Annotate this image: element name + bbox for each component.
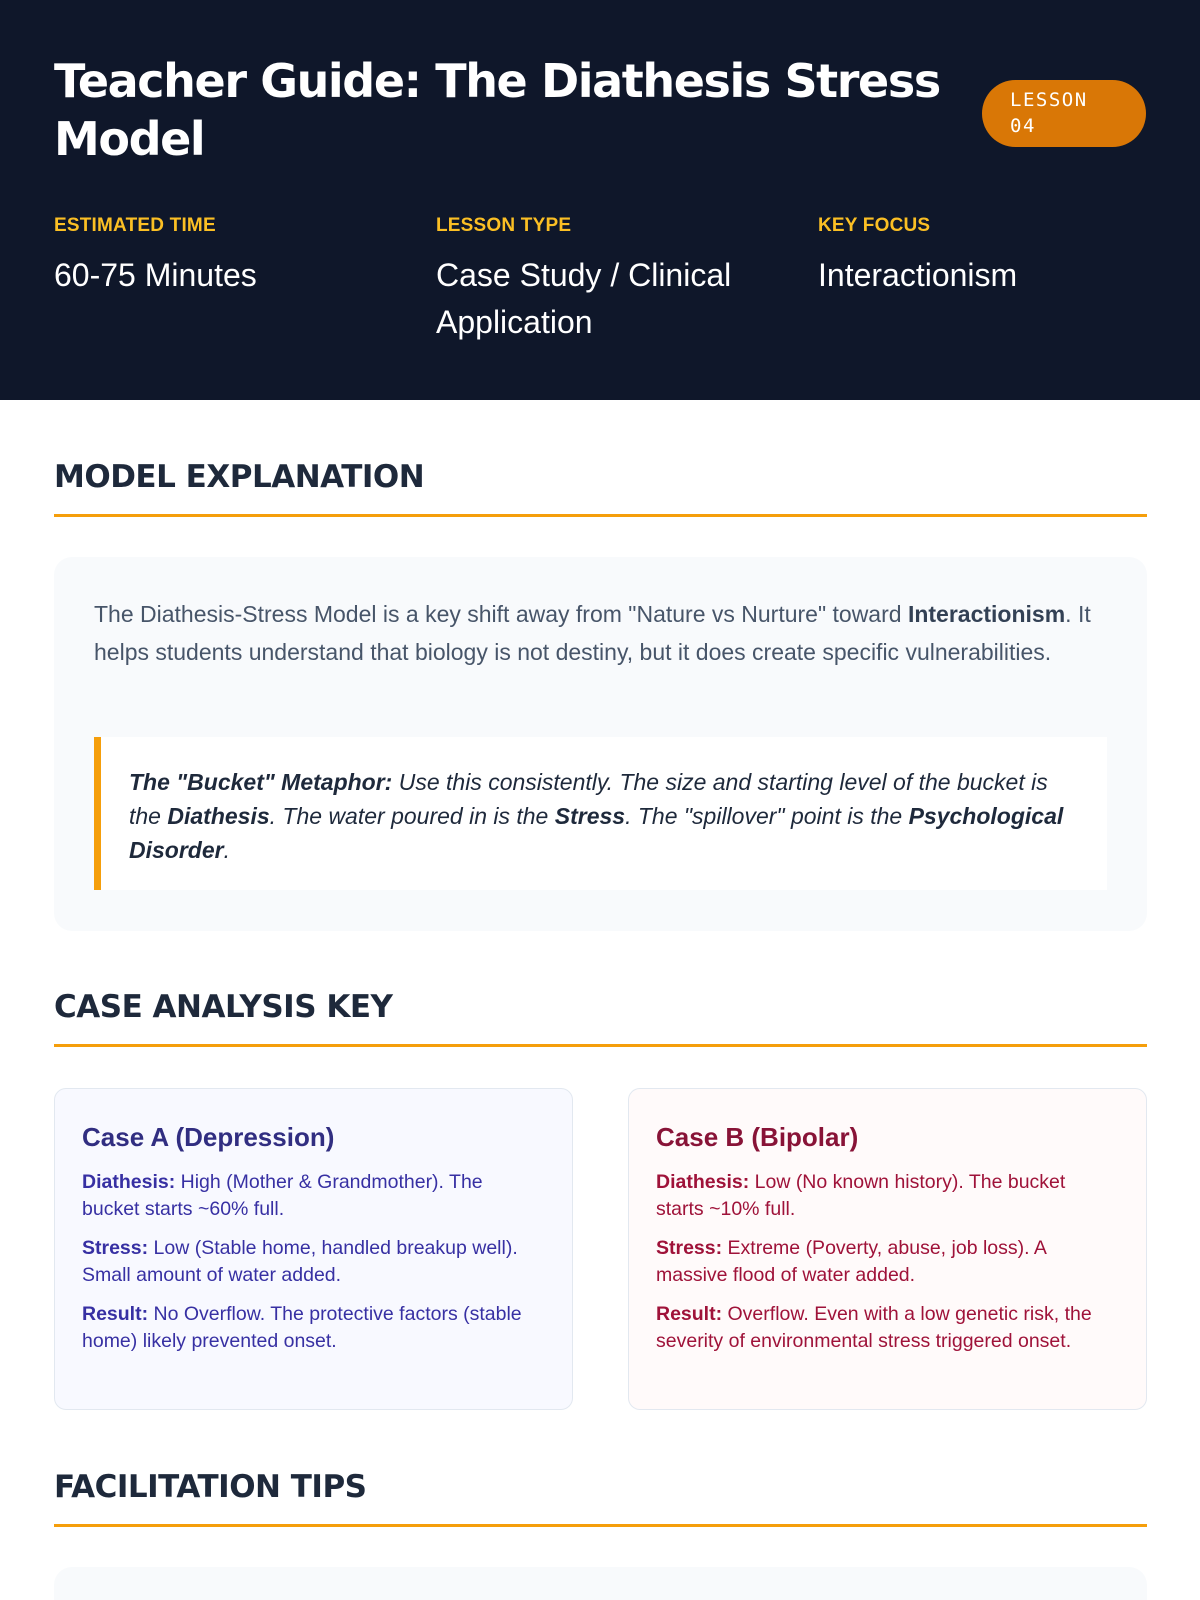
model-explanation-text — [94, 595, 1104, 671]
metaphor-text-part: Use this consistently. The size and starting level of the bucket is the — [129, 769, 1048, 829]
case-diathesis — [656, 1169, 1114, 1222]
intro-text-end: . It helps students understand that biology is not destiny, but it does create specific vulnerabilities. — [94, 601, 1091, 665]
intro-keyword: Interactionism — [907, 601, 1066, 627]
case-stress — [82, 1235, 540, 1288]
case-field-label: Result: — [82, 1303, 149, 1325]
bucket-metaphor-callout — [94, 737, 1107, 890]
intro-text: The Diathesis-Stress Model is a key shift away from "Nature vs Nurture" toward — [94, 601, 908, 627]
case-details — [656, 1169, 1114, 1367]
bucket-metaphor-text — [129, 765, 1079, 867]
section-divider — [54, 1044, 1147, 1047]
case-field-value: No Overflow. The protective factors (stable home) likely prevented onset. — [82, 1303, 522, 1352]
metaphor-text-part: . — [223, 837, 230, 863]
metaphor-lead: The "Bucket" Metaphor: — [129, 769, 393, 795]
case-title: Case A (Depression) — [82, 1122, 335, 1152]
lesson-badge-number: 04 — [1010, 115, 1036, 137]
meta-label: LESSON TYPE — [436, 215, 572, 236]
case-card-b — [628, 1088, 1147, 1410]
case-field-value: Low (No known history). The bucket starts ~10% full. — [656, 1171, 1066, 1220]
term-psychological-disorder: Psychological Disorder — [129, 803, 1064, 863]
page-header — [0, 0, 1200, 400]
meta-key-focus — [818, 214, 1178, 299]
lesson-badge — [982, 80, 1146, 147]
section-divider — [54, 514, 1147, 517]
case-field-label: Result: — [656, 1303, 723, 1325]
meta-value: Interactionism — [818, 257, 1018, 293]
case-field-label: Diathesis: — [82, 1171, 176, 1193]
section-heading-case-analysis: CASE ANALYSIS KEY — [54, 989, 393, 1025]
case-details — [82, 1169, 540, 1367]
section-divider — [54, 1524, 1147, 1527]
term-diathesis: Diathesis — [167, 803, 270, 829]
model-explanation-box — [54, 557, 1147, 931]
case-stress — [656, 1235, 1114, 1288]
case-field-value: Low (Stable home, handled breakup well). Small amount of water added. — [82, 1237, 518, 1286]
meta-value: 60-75 Minutes — [54, 257, 257, 293]
case-diathesis — [82, 1169, 540, 1222]
case-field-label: Stress: — [656, 1237, 723, 1259]
metaphor-text-part: . The water poured in is the — [269, 803, 555, 829]
case-field-label: Diathesis: — [656, 1171, 750, 1193]
term-stress: Stress — [554, 803, 626, 829]
meta-estimated-time — [54, 214, 414, 299]
meta-label: ESTIMATED TIME — [54, 215, 216, 236]
section-heading-facilitation-tips: FACILITATION TIPS — [54, 1469, 367, 1505]
case-field-label: Stress: — [82, 1237, 149, 1259]
case-result — [82, 1301, 540, 1354]
case-result — [656, 1301, 1114, 1354]
meta-lesson-type — [436, 214, 786, 346]
facilitation-tips-box — [54, 1567, 1147, 1600]
lesson-badge-label: LESSON — [1010, 89, 1088, 111]
page-title: Teacher Guide: The Diathesis Stress Model — [54, 54, 940, 166]
meta-label: KEY FOCUS — [818, 215, 931, 236]
case-title: Case B (Bipolar) — [656, 1122, 859, 1152]
meta-value: Case Study / Clinical Application — [436, 257, 732, 340]
metaphor-text-part: . The "spillover" point is the — [625, 803, 909, 829]
section-heading-model-explanation: MODEL EXPLANATION — [54, 459, 425, 495]
case-field-value: Extreme (Poverty, abuse, job loss). A massive flood of water added. — [656, 1237, 1046, 1286]
case-field-value: Overflow. Even with a low genetic risk, the severity of environmental stress triggered onset. — [656, 1303, 1092, 1352]
case-card-a — [54, 1088, 573, 1410]
case-field-value: High (Mother & Grandmother). The bucket starts ~60% full. — [82, 1171, 483, 1220]
